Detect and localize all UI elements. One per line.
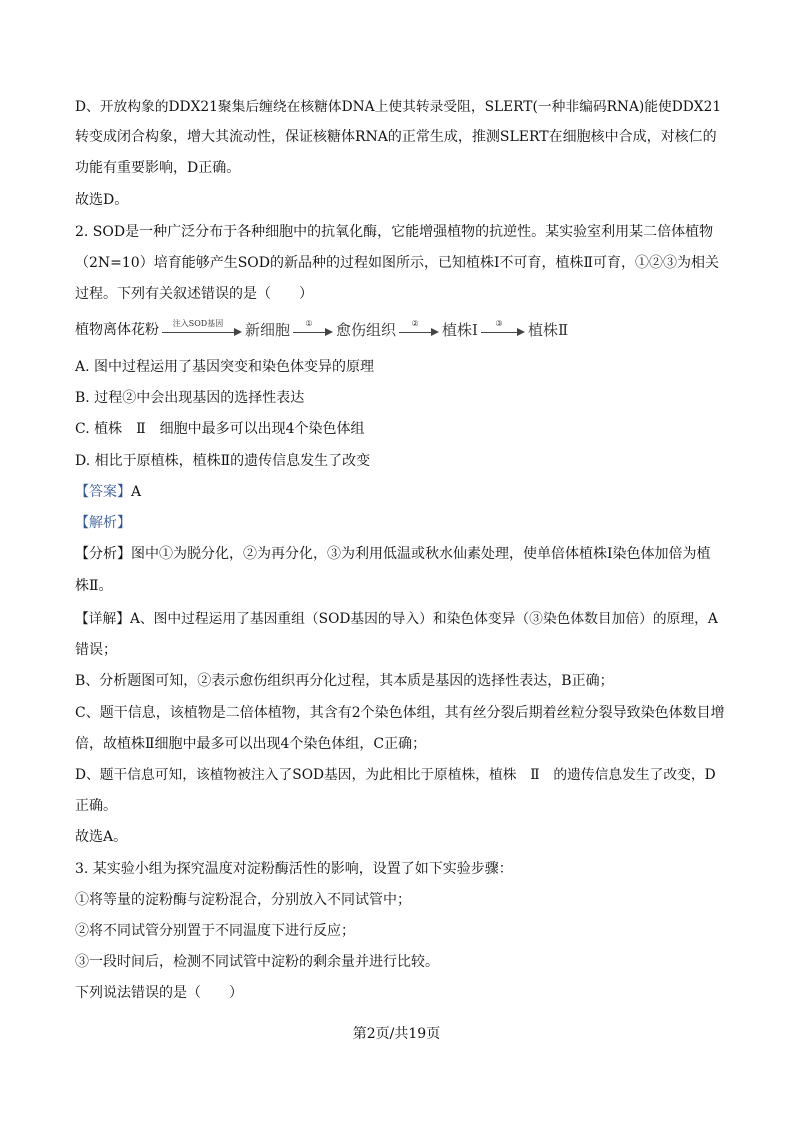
- option-d: D. 相比于原植株，植株Ⅱ的遗传信息发生了改变: [75, 453, 371, 469]
- text-line: （2N=10）培育能够产生SOD的新品种的过程如图所示，已知植株Ⅰ不可育，植株Ⅱ可育，①②③为相关: [75, 255, 720, 271]
- text-line: 正确。: [75, 798, 117, 814]
- arrow-head-icon: [431, 328, 439, 336]
- option-a: A. 图中过程运用了基因突变和染色体变异的原理: [75, 359, 375, 375]
- flow-arrow-4: [481, 320, 525, 340]
- question-2-stem: 2. SOD是一种广泛分布于各种细胞中的抗氧化酶，它能增强植物的抗逆性。某实验室利用某二倍体植物: [75, 224, 714, 240]
- analysis-summary: 【分析】图中①为脱分化，②为再分化，③为利用低温或秋水仙素处理，使单倍体植株Ⅰ染色体加倍为植: [75, 546, 711, 562]
- page-number: 第2页/共19页: [352, 1026, 441, 1042]
- process-flow-diagram: [75, 316, 735, 340]
- flow-arrow-label: 注入SOD基因: [172, 319, 224, 328]
- question-3-stem: 3. 某实验小组为探究温度对淀粉酶活性的影响，设置了如下实验步骤：: [75, 861, 513, 877]
- option-b: B. 过程②中会出现基因的选择性表达: [75, 390, 305, 406]
- flow-arrow-1: [162, 320, 242, 340]
- arrow-head-icon: [234, 328, 242, 336]
- text-line: 过程。下列有关叙述错误的是（ ）: [75, 286, 313, 302]
- arrow-head-icon: [325, 328, 333, 336]
- option-c: C. 植株 Ⅱ 细胞中最多可以出现4个染色体组: [75, 421, 365, 437]
- step-3: ③一段时间后，检测不同试管中淀粉的剩余量并进行比较。: [75, 954, 439, 970]
- flow-node-new-cell: 新细胞: [245, 321, 291, 339]
- text-line: 转变成闭合构象，增大其流动性，保证核糖体RNA的正常生成，推测SLERT在细胞核中合成，对核仁的: [75, 129, 717, 145]
- text-line: 功能有重要影响，D正确。: [75, 160, 241, 176]
- text-line: 错误；: [75, 642, 117, 658]
- detail-a: 【详解】A、图中过程运用了基因重组（SOD基因的导入）和染色体变异（③染色体数目加倍）的原理，A: [75, 611, 718, 627]
- flow-arrow-2: [293, 320, 333, 340]
- flow-arrow-label: ③: [495, 319, 503, 328]
- analysis-tag: 【解析】: [75, 515, 131, 531]
- flow-node-plant-1: 植株Ⅰ: [442, 321, 478, 339]
- flow-arrow-label: ①: [305, 319, 313, 328]
- text-line: 故选A。: [75, 829, 128, 845]
- answer-value: A: [131, 484, 142, 500]
- text-line: 株Ⅱ。: [75, 578, 113, 594]
- detail-b: B、分析题图可知，②表示愈伤组织再分化过程，其本质是基因的选择性表达，B正确；: [75, 673, 614, 689]
- flow-arrow-3: [399, 320, 439, 340]
- detail-c: C、题干信息，该植物是二倍体植物，其含有2个染色体组，其有丝分裂后期着丝粒分裂导致染色体数目增: [75, 705, 725, 721]
- step-2: ②将不同试管分别置于不同温度下进行反应；: [75, 923, 355, 939]
- answer-tag: 【答案】: [75, 484, 131, 500]
- flow-node-pollen: 植物离体花粉: [75, 322, 159, 338]
- step-1: ①将等量的淀粉酶与淀粉混合，分别放入不同试管中；: [75, 892, 411, 908]
- flow-node-callus: 愈伤组织: [336, 321, 397, 339]
- flow-arrow-label: ②: [411, 319, 419, 328]
- question-3-prompt: 下列说法错误的是（ ）: [75, 985, 243, 1001]
- analysis-heading: [75, 514, 725, 532]
- text-line: 倍，故植株Ⅱ细胞中最多可以出现4个染色体组，C正确；: [75, 736, 427, 752]
- flow-node-plant-2: 植株Ⅱ: [527, 321, 569, 339]
- arrow-head-icon: [517, 328, 525, 336]
- text-line: D、开放构象的DDX21聚集后缠绕在核糖体DNA上使其转录受阻，SLERT(一种非编码RNA)能使DDX21: [75, 99, 722, 115]
- answer-line: [75, 483, 725, 501]
- text-line: 故选D。: [75, 192, 129, 208]
- detail-d: D、题干信息可知，该植物被注入了SOD基因，为此相比于原植株，植株 Ⅱ 的遗传信息发生了改变，D: [75, 767, 716, 783]
